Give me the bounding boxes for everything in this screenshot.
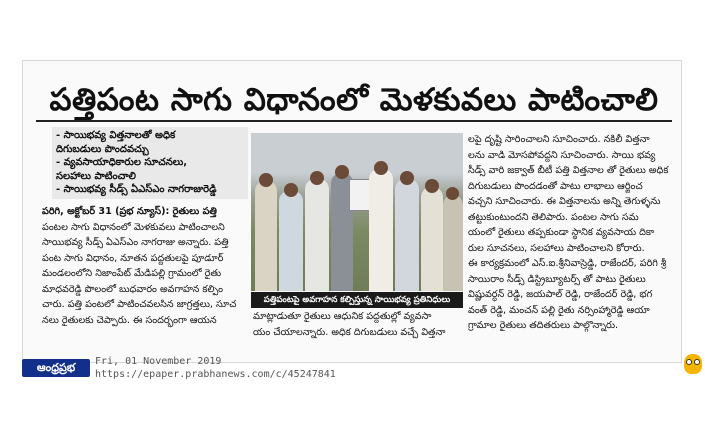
text-line: సీడ్స్ వారి జక్వాత్ బీటీ పత్తి విత్తనాల తో రైతులు అధిక	[468, 165, 669, 176]
subheading-line: - సాయిభవ్య విత్తనాలతో అధిక	[56, 130, 176, 141]
subheading-line: దిగుబడులు పొందవచ్చు	[56, 143, 149, 155]
subheading-line: - సాయిభవ్య సీడ్స్ ఏఎస్ఎం నాగరాజురెడ్డి	[56, 184, 217, 195]
photo-person	[443, 195, 463, 291]
photo-person-head	[310, 171, 324, 185]
photo-person-head	[374, 161, 388, 175]
article-column-2	[253, 309, 463, 349]
owl-icon	[684, 354, 702, 374]
photo-person-head	[284, 183, 298, 197]
text-line: లను వాడి మోసపోవద్దని సూచించారు. సాయి భవ్య	[468, 149, 656, 161]
text-line: ఈ కార్యక్రమంలో ఎస్.ఐ.శ్రీనివాస్రెడ్డి, రాజేందర్, పరిగి శ్రీ	[468, 258, 667, 269]
photo-person	[255, 181, 277, 291]
text-line: గ్రామాల రైతులు తదితరులు పాల్గొన్నారు.	[468, 320, 619, 331]
text-line: చారు. పత్తి పంటలో పాటించవలసిన జాగ్రత్తలు, సూచ	[42, 299, 237, 310]
article-column-1	[42, 204, 248, 364]
text-line: పంటల సాగు విధానంలో మెళకువలు పాటించాలని	[42, 221, 225, 233]
text-line: దిగుబడులు పొందడంతో పాటు లాభాలు ఆర్జించ	[468, 180, 643, 192]
text-line: మాధవరెడ్డి పొలంలో బుధవారం అవగాహన కల్పిం	[42, 283, 223, 295]
text-line: సాయిరాం సీడ్స్ డిస్ట్రిబ్యూటర్స్ తో పాటు రైతులు	[468, 273, 646, 285]
text-line: లపై దృష్టి సారించాలని సూచించారు. నకిలీ విత్తనా	[468, 134, 650, 145]
headline: పత్తిపంట సాగు విధానంలో మెళకువలు పాటించాలి	[36, 80, 672, 122]
publisher-logo[interactable]: ఆంధ్రప్రభ	[22, 359, 90, 377]
text-line: తట్టుకుంటుందని తెలిపారు. పంటల సాగు సమ	[468, 211, 639, 223]
text-line: యం చేయాలన్నారు. అధిక దిగుబడులు వచ్చే విత్తనా	[253, 326, 446, 338]
owl-eye	[694, 359, 700, 365]
photo-person-head	[335, 165, 349, 179]
text-line: యంలో రైతులు తప్పకుండా స్థానిక వ్యవసాయ దికా	[468, 227, 655, 238]
text-line: వంత్ రెడ్డి, మంచన్ పల్లి రైతు నర్సింహ్మారెడ్డి ఆయా	[468, 304, 650, 316]
photo-caption: పత్తిపంటపై అవగాహన కల్పిస్తున్న సాయిభవ్య ప్రతినిధులు	[251, 292, 463, 308]
photo-person	[395, 179, 419, 291]
text-line: పరిగి, అక్టోబర్ 31 (ప్రభ న్యూస్): రైతులు పత్తి	[42, 206, 217, 217]
subheading-line: సలహాలు పాటించాలి	[56, 170, 136, 182]
text-line: మండలంలోని నిజాంపేట్ మేడిపల్లి గ్రామంలో రైతు	[42, 268, 222, 279]
news-photo	[251, 133, 463, 291]
edition-date: Fri, 01 November 2019	[95, 356, 222, 367]
subheading-line: - వ్యవసాయాధికారుల సూచనలు,	[56, 157, 188, 168]
photo-person	[279, 191, 303, 291]
photo-person	[421, 187, 443, 291]
owl-eye	[686, 359, 692, 365]
photo-person	[305, 179, 329, 291]
photo-person-head	[400, 171, 414, 185]
photo-person-head	[446, 187, 459, 200]
photo-person-head	[259, 173, 273, 187]
text-line: వచ్చని సూచించారు. ఈ విత్తనాలను అన్ని తెగుళ్ళను	[468, 196, 661, 207]
photo-person-head	[425, 179, 439, 193]
text-line: మాట్లాడుతూ రైతులు ఆధునిక పద్దతుల్లో వ్యవసా	[253, 311, 432, 322]
subheadings-box	[52, 127, 248, 199]
text-line: రుల సూచనలు, సలహాలు పాటించాలని కోరారు.	[468, 242, 645, 254]
article-column-3	[468, 132, 674, 352]
text-line: విష్ణువర్ధన్ రెడ్డి, జయపాల్ రెడ్డి, రాజేందర్ రెడ్డి, భగ	[468, 289, 653, 300]
text-line: పంట సాగు విధానం, నూతన పద్దతులపై పూడూర్	[42, 252, 224, 264]
text-line: నలు రైతులకు చెప్పారు. ఈ సందర్భంగా ఆయన	[42, 314, 217, 326]
text-line: సాయిభవ్య సీడ్స్ ఏఎస్ఎం నాగరాజు అన్నారు. పత్తి	[42, 237, 229, 248]
epaper-url-link[interactable]: https://epaper.prabhanews.com/c/45247841	[95, 369, 336, 380]
photo-person	[369, 169, 393, 291]
